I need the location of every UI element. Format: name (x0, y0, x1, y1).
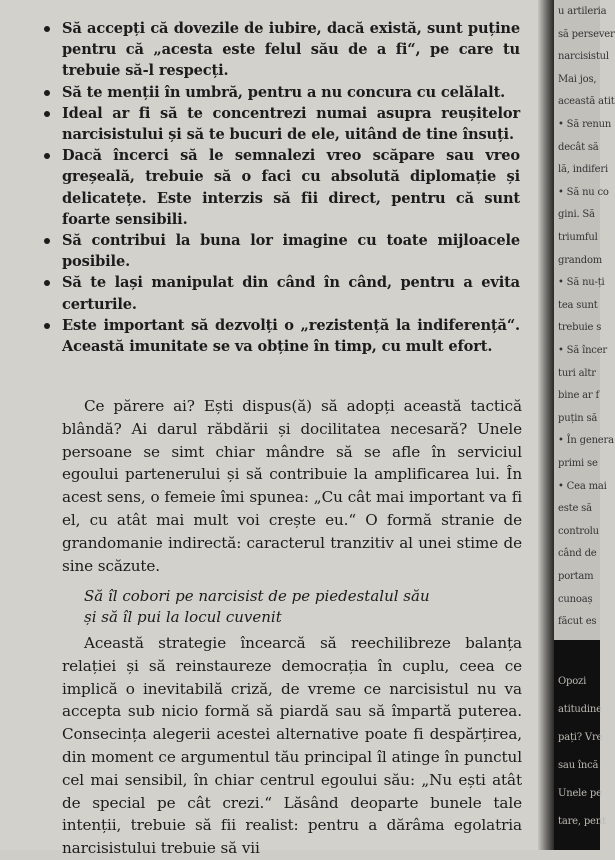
adjacent-page-text-fragment: • Cea mai (558, 480, 607, 492)
bullet-icon (44, 111, 50, 117)
adjacent-page-text-fragment: decât să (558, 141, 599, 153)
adjacent-page-text-fragment: lă, indiferi (558, 164, 608, 176)
adjacent-page-text-fragment: tare, pent (558, 816, 606, 827)
adjacent-page-text-fragment: tea sunt (558, 299, 598, 311)
adjacent-page-text-fragment: este să (558, 503, 592, 515)
adjacent-page-text-fragment: când de (558, 548, 597, 560)
bullet-icon (44, 90, 50, 96)
adjacent-page-text-fragment: această atit (558, 96, 615, 108)
adjacent-page-text-fragment: bine ar f (558, 390, 599, 402)
adjacent-page-text-fragment: făcut es (558, 616, 597, 628)
list-item: Ideal ar fi să te concentrezi numai asupra reușitelor narcisistului și să te bucuri de ele, uitând de tine însuți. (40, 103, 520, 145)
bullet-icon (44, 26, 50, 32)
subheading-line: Să îl cobori pe narcisist de pe piedestalul său (84, 587, 430, 605)
adjacent-page-text-fragment: • Să nu co (558, 186, 609, 198)
body-paragraph: Ce părere ai? Ești dispus(ă) să adopți această tactică blândă? Ai darul răbdării și docilitatea necesară? Unele persoane se simt chiar mândre să se afle în serviciul egoului partenerului și să contribuie la amplificarea lui. În acest sens, o femeie îmi spunea: „Cu cât mai important va fi el, cu atât mai mult voi crește eu.“ O formă stranie de grandomanie indirectă: caracterul tranzitiv al unei stime de sine scăzute. (62, 397, 522, 575)
adjacent-page-text-fragment: • În genera (558, 435, 614, 447)
adjacent-page-text-fragment: să persever (558, 28, 615, 40)
list-item: Să contribui la buna lor imagine cu toate mijloacele posibile. (40, 230, 520, 272)
list-item: Dacă încerci să le semnalezi vreo scăpare sau vreo greșeală, trebuie să o faci cu absolută diplomație și delicatețe. Este interzis să fii direct, pentru că sunt foarte sensibili. (40, 145, 520, 230)
list-item: Este important să dezvolți o „rezistență la indiferență“. Această imunitate se va obține în timp, cu mult efort. (40, 315, 520, 357)
adjacent-page-text-fragment: puțin să (558, 412, 598, 424)
adjacent-page-text-fragment: atitudine (558, 704, 602, 715)
adjacent-page-text-fragment: grandom (558, 254, 603, 266)
bullet-icon (44, 323, 50, 329)
adjacent-page-edge (554, 0, 615, 850)
adjacent-page-text-fragment: gini. Să (558, 209, 595, 221)
adjacent-page-text-fragment: Mai jos, (558, 73, 597, 85)
adjacent-page-text-fragment: • Să nu-ți (558, 277, 605, 289)
adjacent-page-text-fragment: portam (558, 571, 594, 582)
list-item: Să accepți că dovezile de iubire, dacă există, sunt puține pentru că „acesta este felul său de a fi“, pe care tu trebuie să-l respecți. (40, 18, 520, 82)
bullet-icon (44, 153, 50, 159)
adjacent-page-text-fragment: pați? Vre (558, 732, 603, 743)
adjacent-page-text-fragment: • Să renun (558, 119, 612, 130)
adjacent-page-text-fragment: cunoaș (558, 593, 593, 605)
adjacent-page-text-fragment: narcisistul (558, 51, 609, 63)
body-paragraph: Această strategie încearcă să reechilibreze balanța relației și să reinstaureze democrația în cuplu, ceea ce implică o inevitabilă criză, de vreme ce narcisistul nu va accepta sub nicio formă să piardă sau să împartă puterea. Consecința alegerii acestei alternative poate fi despărțirea, din moment ce argumentul tău principal îl atinge în punctul cel mai sensibil, în chiar centrul egoului său: „Nu ești atât de special pe cât crezi.“ Lăsând deoparte bunele tale intenții, trebuie să fii realist: pentru a dărâma egolatria narcisistului trebuie să vii (62, 634, 522, 858)
adjacent-page-text-fragment: Unele pe (558, 788, 602, 799)
bullet-icon (44, 280, 50, 286)
list-item: Să te lași manipulat din când în când, pentru a evita certurile. (40, 272, 520, 314)
list-item: Să te menții în umbră, pentru a nu concura cu celălalt. (40, 82, 520, 103)
subheading-line: și să îl pui la locul cuvenit (84, 608, 282, 626)
adjacent-page-text-fragment: primi se (558, 458, 598, 469)
adjacent-page-text-fragment: • Să încer (558, 345, 608, 356)
adjacent-page-text-fragment: trebuie s (558, 322, 602, 334)
adjacent-page-text-fragment: Opozi (558, 676, 587, 687)
bullet-icon (44, 238, 50, 244)
book-spine-shadow (538, 0, 554, 850)
adjacent-page-dark-band (554, 640, 606, 850)
bullet-list (40, 18, 520, 357)
section-subheading (84, 586, 504, 628)
adjacent-page-text-fragment: turi altr (558, 367, 596, 379)
adjacent-page-text-fragment: controlu (558, 525, 599, 537)
adjacent-page-text-fragment: u artileria (558, 6, 607, 17)
adjacent-page-text-fragment: triumful (558, 232, 598, 243)
adjacent-page-text-fragment: sau încă (558, 760, 599, 771)
